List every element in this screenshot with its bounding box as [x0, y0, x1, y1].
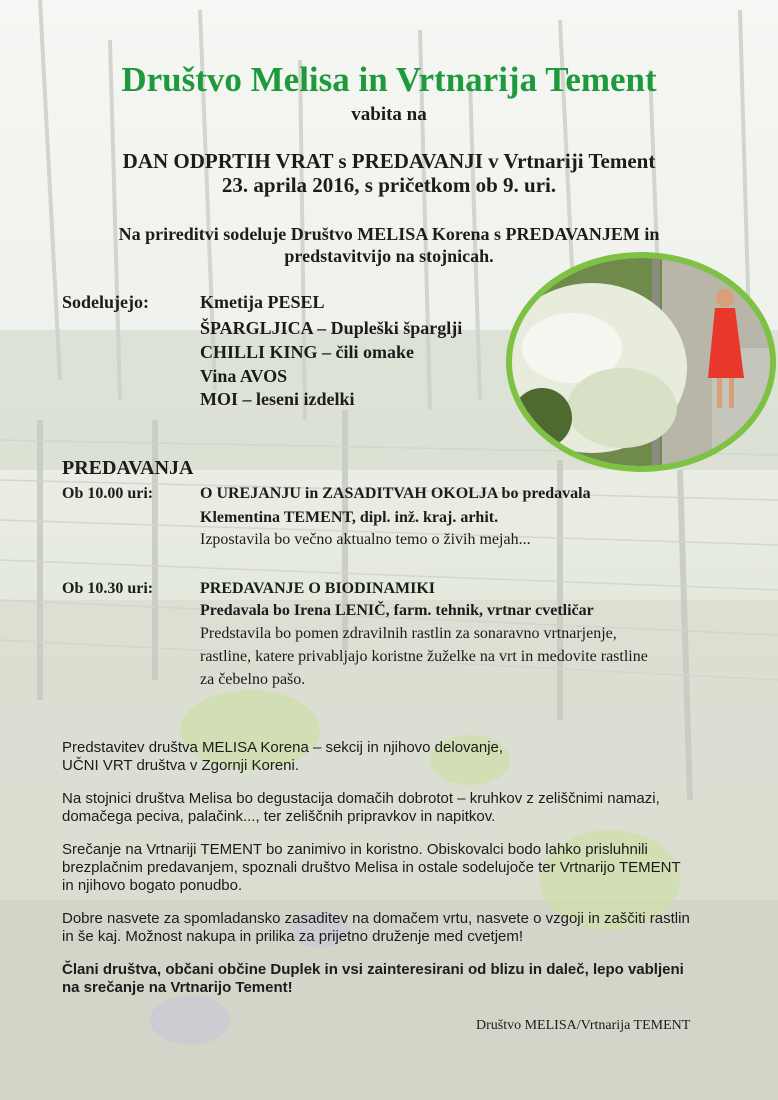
paragraph-line: brezplačnim predavanjem, spoznali društvo Melisa in ostale sodelujoče ter Vrtnarijo TEMENT: [62, 859, 681, 876]
participant-item: MOI – leseni izdelki: [200, 389, 355, 409]
paragraph-line: in njihovo bogato ponudbo.: [62, 877, 243, 894]
lecture-speaker: Klementina TEMENT, dipl. inž. kraj. arhit.: [200, 509, 499, 526]
participant-item: ŠPARGLJICA – Dupleški šparglji: [200, 318, 463, 338]
closing-invite-line: na srečanje na Vrtnarijo Tement!: [62, 979, 293, 996]
lecture-time: Ob 10.30 uri:: [62, 580, 154, 597]
event-title: DAN ODPRTIH VRAT s PREDAVANJI v Vrtnariji Tement: [122, 149, 656, 173]
intro-line-1: Na prireditvi sodeluje Društvo MELISA Korena s PREDAVANJEM in: [118, 224, 660, 244]
participant-item: Kmetija PESEL: [200, 292, 325, 312]
paragraph-line: in še kaj. Možnost nakupa in prilika za prijetno druženje med cvetjem!: [62, 928, 524, 945]
paragraph-line: Dobre nasvete za spomladansko zasaditev na domačem vrtu, nasvete o vzgoji in zaščiti rastlin: [62, 910, 690, 927]
lecture-title: O UREJANJU in ZASADITVAH OKOLJA bo predavala: [200, 485, 591, 502]
invite-text: vabita na: [351, 104, 427, 125]
lecture-speaker: Predavala bo Irena LENIČ, farm. tehnik, vrtnar cvetličar: [200, 602, 594, 619]
flyer-title: Društvo Melisa in Vrtnarija Tement: [121, 60, 657, 99]
participants-label: Sodelujejo:: [62, 292, 149, 312]
paragraph-line: domačega peciva, palačink..., ter zeliščnih pripravkov in napitkov.: [62, 808, 496, 825]
participant-item: Vina AVOS: [200, 366, 288, 386]
paragraph-line: Srečanje na Vrtnariji TEMENT bo zanimivo in koristno. Obiskovalci bodo lahko prisluhnili: [62, 841, 648, 858]
lectures-heading: PREDAVANJA: [62, 457, 194, 479]
lecture-description: za čebelno pašo.: [200, 671, 306, 688]
event-date: 23. aprila 2016, s pričetkom ob 9. uri.: [221, 173, 557, 197]
paragraph-line: Predstavitev društva MELISA Korena – sekcij in njihovo delovanje,: [62, 739, 504, 756]
participant-item: CHILLI KING – čili omake: [200, 342, 415, 362]
paragraph-line: UČNI VRT društva v Zgornji Koreni.: [62, 757, 300, 774]
paragraph-line: Na stojnici društva Melisa bo degustacija domačih dobrotot – kruhkov z zeliščnimi namazi,: [62, 790, 660, 807]
intro-line-2: predstavitvijo na stojnicah.: [284, 246, 494, 266]
signature: Društvo MELISA/Vrtnarija TEMENT: [476, 1018, 691, 1033]
lecture-time: Ob 10.00 uri:: [62, 485, 154, 502]
lecture-description: rastline, katere privabljajo koristne žuželke na vrt in medovite rastline: [200, 648, 648, 665]
lecture-title: PREDAVANJE O BIODINAMIKI: [200, 580, 435, 597]
lecture-description: Izpostavila bo večno aktualno temo o živih mejah...: [200, 531, 531, 548]
lecture-description: Predstavila bo pomen zdravilnih rastlin za sonaravno vrtnarjenje,: [200, 625, 617, 642]
closing-invite-line: Člani društva, občani občine Duplek in vsi zainteresirani od blizu in daleč, lepo vabljeni: [62, 961, 684, 978]
